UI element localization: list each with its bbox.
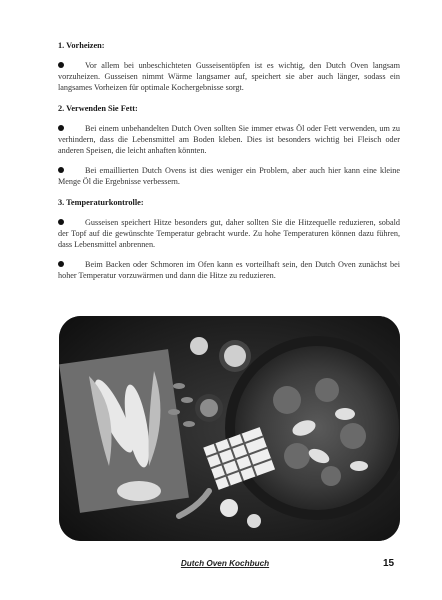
bullet-temperature-1 xyxy=(58,217,400,251)
bullet-text: Gusseisen speichert Hitze besonders gut, daher sollten Sie die Hitzequelle reduzieren, sobald der Topf auf die gewünschte Temperatur gebracht wurde. Zu hohe Temperaturen können dazu führen, dass Lebensmittel anbrennen. xyxy=(58,217,400,250)
bullet-preheat xyxy=(58,60,400,94)
section-heading-preheat: 1. Vorheizen: xyxy=(58,41,105,50)
bullet-fat-1 xyxy=(58,123,400,157)
bullet-text: Bei emaillierten Dutch Ovens ist dies weniger ein Problem, aber auch hier kann eine kleine Menge Öl die Ergebnisse verbessern. xyxy=(58,166,400,187)
page-number: 15 xyxy=(383,558,395,569)
bullet-dot-icon xyxy=(58,62,64,68)
bullet-fat-2 xyxy=(58,165,400,187)
section-heading-temperature: 3. Temperaturkontrolle: xyxy=(58,197,144,207)
bullet-dot-icon xyxy=(58,261,64,267)
bullet-text: Vor allem bei unbeschichteten Gusseisentöpfen ist es wichtig, den Dutch Oven langsam vorzuheizen. Gusseisen nimmt Wärme langsamer auf, speichert sie aber auch länger, sodass ein langsames Vorheizen für optimale Kochergebnisse sorgt. xyxy=(58,61,400,93)
bullet-text: Beim Backen oder Schmoren im Ofen kann es vorteilhaft sein, den Dutch Oven zunächst bei hoher Temperatur vorzuwärmen und dann die Hitze zu reduzieren. xyxy=(58,260,400,281)
bullet-temperature-2 xyxy=(58,259,400,281)
dutch-oven-photo xyxy=(59,316,400,541)
book-title: Dutch Oven Kochbuch xyxy=(180,559,270,568)
bullet-dot-icon xyxy=(58,125,64,131)
bullet-text: Bei einem unbehandelten Dutch Oven sollten Sie immer etwas Öl oder Fett verwenden, um zu verhindern, dass die Lebensmittel am Boden kleben. Dies ist besonders wichtig bei Fleisch oder anderen Speisen, die leicht anhaften könnten. xyxy=(58,123,400,156)
page-content xyxy=(58,40,400,291)
section-heading-fat: 2. Verwenden Sie Fett: xyxy=(58,103,138,113)
bullet-dot-icon xyxy=(58,219,64,225)
bullet-dot-icon xyxy=(58,167,64,173)
